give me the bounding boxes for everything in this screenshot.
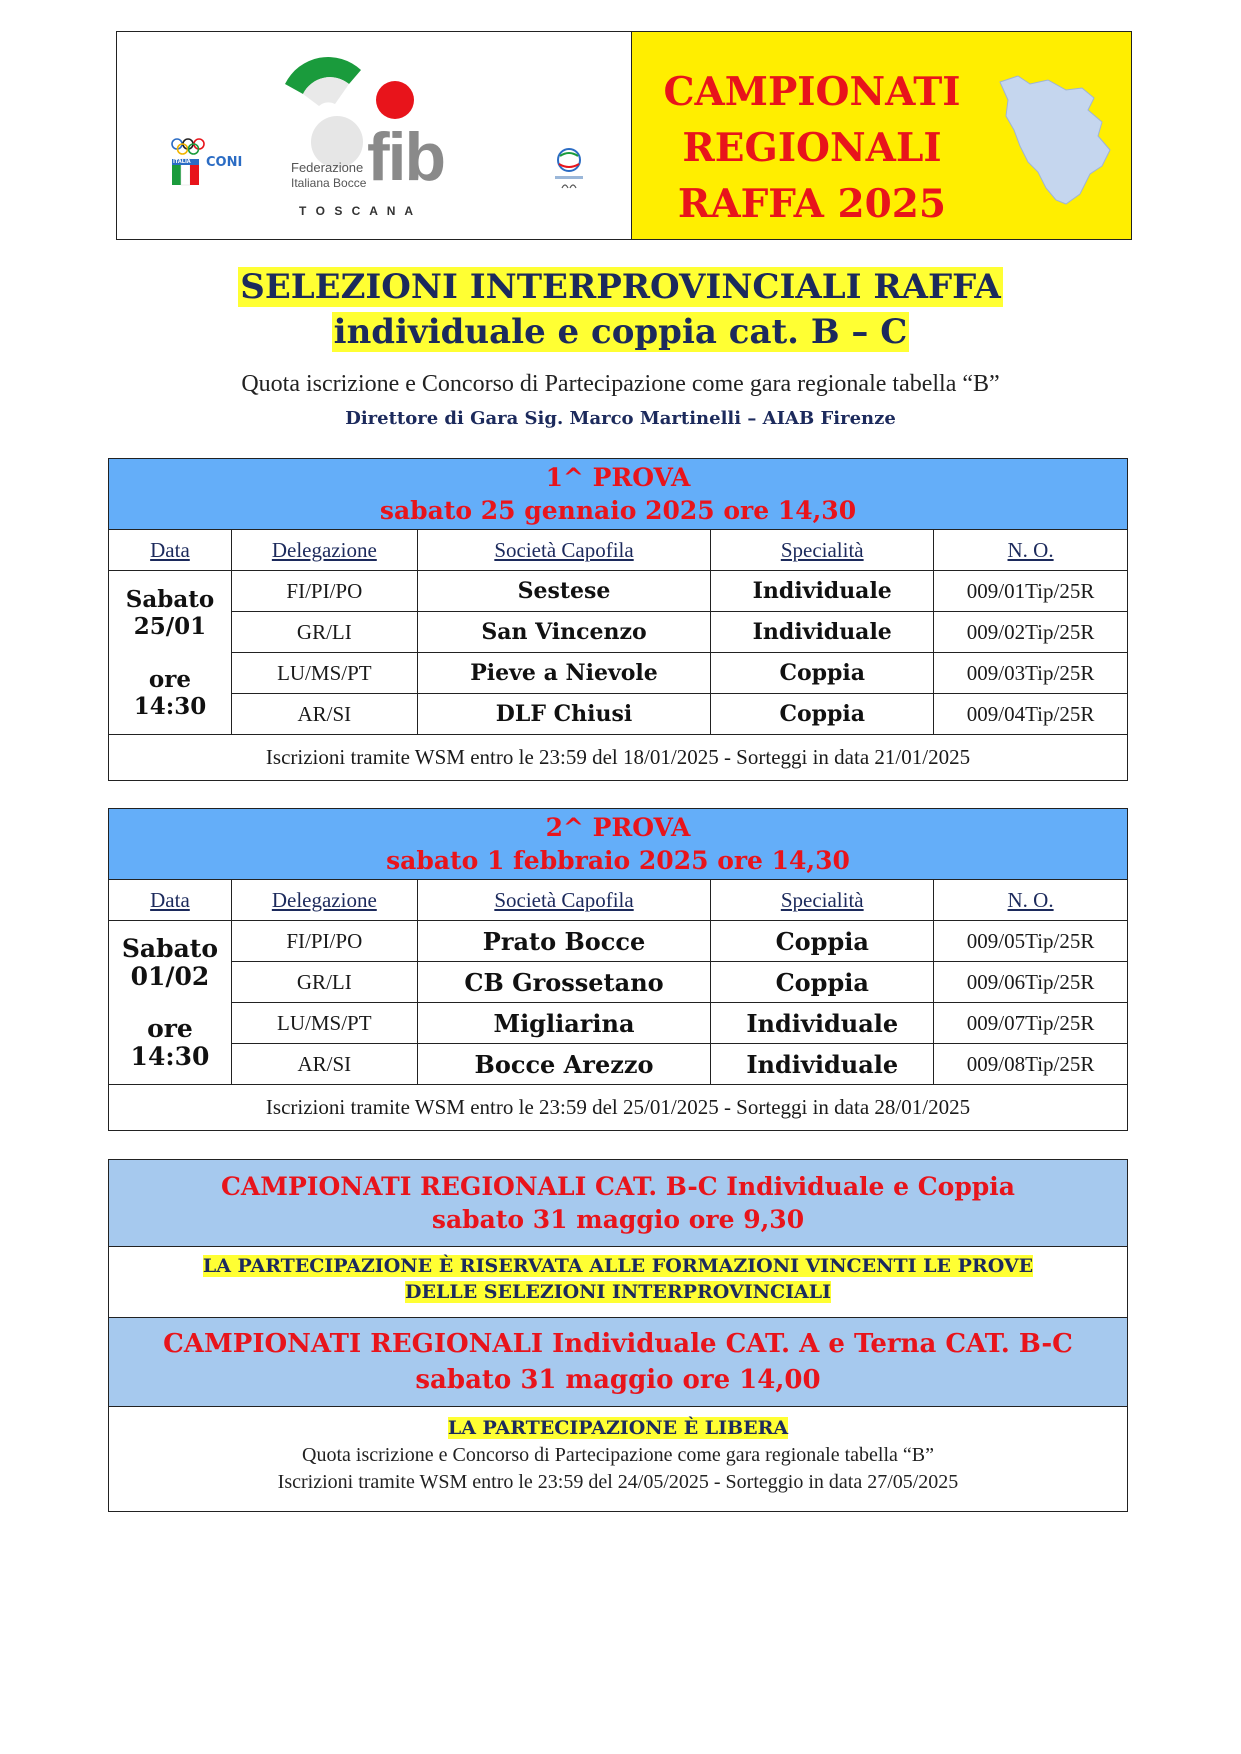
- table-cell-societa: CB Grossetano: [417, 962, 711, 1003]
- table-cell-specialita: Individuale: [711, 612, 934, 653]
- prova-2-header: [109, 809, 1128, 880]
- fib-mark: fib: [367, 119, 445, 195]
- heading-line-1: SELEZIONI INTERPROVINCIALI RAFFA: [240, 267, 1001, 307]
- col-specialita: Specialità: [711, 530, 934, 571]
- prova-1-date: sabato 25 gennaio 2025 ore 14,30: [379, 496, 857, 525]
- table-cell-specialita: Individuale: [711, 1044, 934, 1085]
- finals-a-header: [109, 1160, 1127, 1247]
- table-cell-societa: Prato Bocce: [417, 921, 711, 962]
- coni-flag-label: ITALIA: [173, 159, 191, 165]
- tuscany-map-icon: [990, 70, 1120, 210]
- prova-1-header: [109, 459, 1128, 530]
- prova-1-table: [108, 458, 1128, 781]
- table-cell-no: 009/03Tip/25R: [934, 653, 1128, 694]
- fib-name-line2: Italiana Bocce: [291, 176, 367, 190]
- heading-line-2: individuale e coppia cat. B – C: [333, 312, 908, 352]
- direttore-text: Direttore di Gara Sig. Marco Martinelli – AIAB Firenze: [345, 408, 896, 429]
- col-societa: Società Capofila: [417, 530, 711, 571]
- time-label: ore: [147, 1013, 193, 1043]
- title-panel: [632, 32, 1131, 239]
- table-cell-societa: Migliarina: [417, 1003, 711, 1044]
- fib-region: T O S C A N A: [299, 204, 416, 218]
- quota-text: Quota iscrizione e Concorso di Partecipazione come gara regionale tabella “B”: [241, 371, 1000, 397]
- finals-box: [108, 1159, 1128, 1512]
- header-banner: [116, 31, 1132, 240]
- finals-a-date: sabato 31 maggio ore 9,30: [431, 1205, 805, 1234]
- heading-line-2-wrap: [0, 311, 1241, 353]
- col-societa: Società Capofila: [417, 880, 711, 921]
- col-no: N. O.: [934, 880, 1128, 921]
- finals-a-note-line1: LA PARTECIPAZIONE È RISERVATA ALLE FORMAZIONI VINCENTI LE PROVE: [202, 1255, 1034, 1277]
- finals-b-title: CAMPIONATI REGIONALI Individuale CAT. A e Terna CAT. B-C: [163, 1329, 1073, 1359]
- finals-a-note: [109, 1247, 1127, 1318]
- title-line-3: RAFFA 2025: [677, 181, 947, 227]
- prova-2-table: [108, 808, 1128, 1131]
- title-line-1: CAMPIONATI: [663, 69, 961, 115]
- table-cell-no: 009/06Tip/25R: [934, 962, 1128, 1003]
- finals-b-header: [109, 1318, 1127, 1407]
- finals-b-iscrizioni: Iscrizioni tramite WSM entro le 23:59 del 24/05/2025 - Sorteggio in data 27/05/2025: [277, 1471, 959, 1493]
- prova-1-footer: Iscrizioni tramite WSM entro le 23:59 del 18/01/2025 - Sorteggi in data 21/01/2025: [109, 735, 1128, 781]
- prova-2-datetime: [109, 921, 232, 1085]
- time: 14:30: [133, 692, 207, 720]
- table-cell-no: 009/07Tip/25R: [934, 1003, 1128, 1044]
- table-cell-delegazione: LU/MS/PT: [231, 653, 417, 694]
- heading-line-1-wrap: [0, 266, 1241, 308]
- table-cell-delegazione: GR/LI: [231, 962, 417, 1003]
- time: 14:30: [130, 1041, 210, 1071]
- date-day: Sabato: [121, 933, 219, 963]
- table-cell-societa: Bocce Arezzo: [417, 1044, 711, 1085]
- finals-a-title: CAMPIONATI REGIONALI CAT. B-C Individuale e Coppia: [221, 1172, 1015, 1201]
- col-data: Data: [109, 880, 232, 921]
- date-day: Sabato: [125, 585, 215, 613]
- paralympic-logo: [549, 144, 589, 204]
- paralympic-icon: [549, 144, 589, 204]
- prova-2-date: sabato 1 febbraio 2025 ore 14,30: [386, 846, 850, 875]
- finals-a-note-line2: DELLE SELEZIONI INTERPROVINCIALI: [405, 1281, 831, 1303]
- table-cell-societa: Sestese: [417, 571, 711, 612]
- table-cell-specialita: Coppia: [711, 921, 934, 962]
- finals-b-quota: Quota iscrizione e Concorso di Partecipazione come gara regionale tabella “B”: [302, 1444, 934, 1466]
- coni-label: CONI: [206, 155, 243, 170]
- fib-logo: [275, 54, 485, 234]
- table-cell-societa: Pieve a Nievole: [417, 653, 711, 694]
- table-cell-specialita: Individuale: [711, 571, 934, 612]
- prova-2-footer: Iscrizioni tramite WSM entro le 23:59 del 25/01/2025 - Sorteggi in data 28/01/2025: [109, 1085, 1128, 1131]
- prova-2-title: 2^ PROVA: [545, 813, 691, 842]
- col-delegazione: Delegazione: [231, 880, 417, 921]
- col-no: N. O.: [934, 530, 1128, 571]
- title-line-2: REGIONALI: [682, 125, 942, 171]
- table-cell-delegazione: AR/SI: [231, 694, 417, 735]
- table-cell-no: 009/02Tip/25R: [934, 612, 1128, 653]
- col-delegazione: Delegazione: [231, 530, 417, 571]
- fib-name-line1: Federazione: [291, 160, 364, 175]
- finals-b-note: LA PARTECIPAZIONE È LIBERA: [447, 1417, 789, 1439]
- table-cell-delegazione: FI/PI/PO: [231, 921, 417, 962]
- logos-panel: [117, 32, 632, 239]
- coni-logo: [169, 137, 243, 197]
- table-cell-no: 009/05Tip/25R: [934, 921, 1128, 962]
- table-cell-societa: San Vincenzo: [417, 612, 711, 653]
- prova-1-title: 1^ PROVA: [545, 463, 691, 492]
- table-cell-no: 009/01Tip/25R: [934, 571, 1128, 612]
- table-cell-specialita: Coppia: [711, 653, 934, 694]
- table-cell-delegazione: AR/SI: [231, 1044, 417, 1085]
- time-label: ore: [148, 665, 191, 693]
- prova-1-datetime: [109, 571, 232, 735]
- finals-b-body: [109, 1407, 1127, 1511]
- date-num: 25/01: [133, 612, 207, 640]
- table-cell-societa: DLF Chiusi: [417, 694, 711, 735]
- table-cell-specialita: Coppia: [711, 962, 934, 1003]
- finals-b-date: sabato 31 maggio ore 14,00: [415, 1365, 821, 1395]
- table-cell-no: 009/04Tip/25R: [934, 694, 1128, 735]
- table-cell-no: 009/08Tip/25R: [934, 1044, 1128, 1085]
- table-cell-specialita: Individuale: [711, 1003, 934, 1044]
- table-cell-specialita: Coppia: [711, 694, 934, 735]
- table-cell-delegazione: LU/MS/PT: [231, 1003, 417, 1044]
- col-data: Data: [109, 530, 232, 571]
- col-specialita: Specialità: [711, 880, 934, 921]
- table-cell-delegazione: GR/LI: [231, 612, 417, 653]
- date-num: 01/02: [130, 961, 210, 991]
- table-cell-delegazione: FI/PI/PO: [231, 571, 417, 612]
